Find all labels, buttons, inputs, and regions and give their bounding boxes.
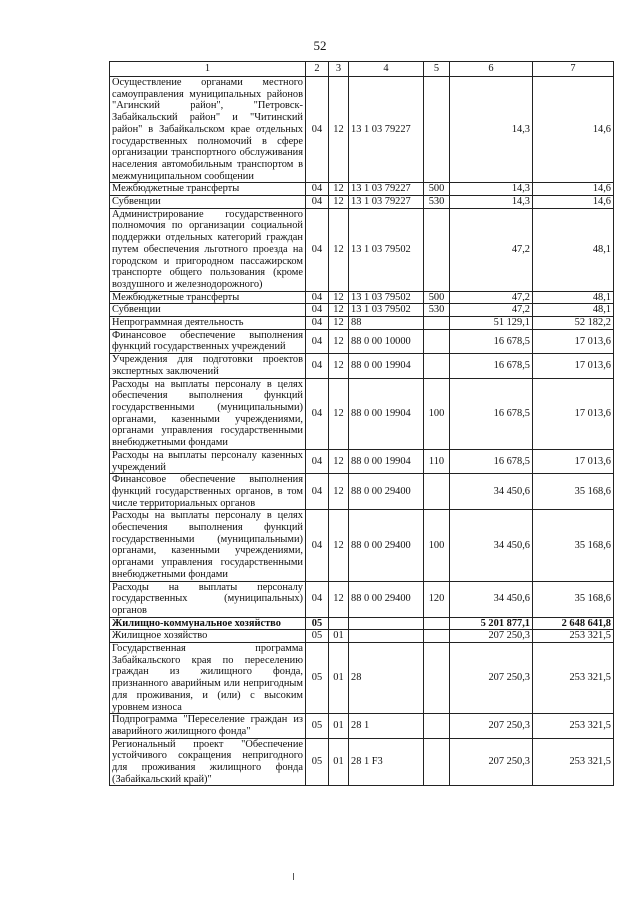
column-header: 7 <box>533 62 614 77</box>
expense-type-cell: 530 <box>424 304 450 317</box>
target-article-cell: 13 1 03 79227 <box>349 183 424 196</box>
row-name-cell: Расходы на выплаты персоналу в целях обеспечения выполнения функций государственными (муниципальными) органами, казенными учреждениями, органами управления государственными внебюджетными фондами <box>110 510 306 581</box>
table-row <box>110 581 614 617</box>
section-code-cell: 04 <box>306 196 329 209</box>
section-code-cell: 04 <box>306 354 329 378</box>
section-code-cell: 04 <box>306 304 329 317</box>
subsection-code-cell: 12 <box>329 304 349 317</box>
amount-year2-cell: 17 013,6 <box>533 329 614 353</box>
target-article-cell: 13 1 03 79227 <box>349 196 424 209</box>
target-article-cell: 28 <box>349 643 424 714</box>
target-article-cell: 88 0 00 10000 <box>349 329 424 353</box>
row-name-cell: Подпрограмма "Переселение граждан из аварийного жилищного фонда" <box>110 714 306 738</box>
amount-year2-cell: 17 013,6 <box>533 354 614 378</box>
table-row <box>110 329 614 353</box>
expense-type-cell: 500 <box>424 183 450 196</box>
amount-year2-cell: 253 321,5 <box>533 714 614 738</box>
subsection-code-cell: 01 <box>329 643 349 714</box>
table-row <box>110 510 614 581</box>
target-article-cell: 28 1 F3 <box>349 738 424 786</box>
amount-year1-cell: 14,3 <box>450 183 533 196</box>
table-row <box>110 196 614 209</box>
subsection-code-cell: 12 <box>329 329 349 353</box>
section-code-cell: 04 <box>306 77 329 183</box>
section-code-cell: 04 <box>306 449 329 473</box>
section-code-cell: 05 <box>306 617 329 630</box>
subsection-code-cell: 01 <box>329 738 349 786</box>
amount-year1-cell: 16 678,5 <box>450 378 533 449</box>
section-code-cell: 04 <box>306 329 329 353</box>
subsection-code-cell: 12 <box>329 317 349 330</box>
section-code-cell: 04 <box>306 510 329 581</box>
target-article-cell: 88 0 00 29400 <box>349 510 424 581</box>
target-article-cell: 13 1 03 79502 <box>349 291 424 304</box>
table-row <box>110 208 614 291</box>
row-name-cell: Межбюджетные трансферты <box>110 183 306 196</box>
amount-year1-cell: 207 250,3 <box>450 738 533 786</box>
expense-type-cell <box>424 643 450 714</box>
page-number: 52 <box>313 38 327 53</box>
section-code-cell: 04 <box>306 291 329 304</box>
amount-year1-cell: 207 250,3 <box>450 643 533 714</box>
table-row <box>110 183 614 196</box>
amount-year2-cell: 48,1 <box>533 304 614 317</box>
subsection-code-cell: 01 <box>329 714 349 738</box>
amount-year1-cell: 34 450,6 <box>450 581 533 617</box>
section-code-cell: 05 <box>306 738 329 786</box>
row-name-cell: Учреждения для подготовки проектов экспертных заключений <box>110 354 306 378</box>
section-code-cell: 04 <box>306 378 329 449</box>
expense-type-cell: 110 <box>424 449 450 473</box>
amount-year1-cell: 47,2 <box>450 291 533 304</box>
column-header: 4 <box>349 62 424 77</box>
row-name-cell: Финансовое обеспечение выполнения функций государственных органов, в том числе территориальных органов <box>110 474 306 510</box>
column-header: 1 <box>110 62 306 77</box>
expense-type-cell <box>424 208 450 291</box>
table-row <box>110 630 614 643</box>
amount-year2-cell: 17 013,6 <box>533 449 614 473</box>
amount-year2-cell: 35 168,6 <box>533 581 614 617</box>
budget-table <box>109 61 614 786</box>
table-row <box>110 291 614 304</box>
target-article-cell <box>349 630 424 643</box>
amount-year2-cell: 17 013,6 <box>533 378 614 449</box>
row-name-cell: Субвенции <box>110 196 306 209</box>
subsection-code-cell: 12 <box>329 449 349 473</box>
amount-year1-cell: 207 250,3 <box>450 714 533 738</box>
subsection-code-cell <box>329 617 349 630</box>
amount-year2-cell: 48,1 <box>533 291 614 304</box>
amount-year1-cell: 34 450,6 <box>450 510 533 581</box>
row-name-cell: Жилищно-коммунальное хозяйство <box>110 617 306 630</box>
expense-type-cell <box>424 77 450 183</box>
section-code-cell: 05 <box>306 630 329 643</box>
amount-year1-cell: 47,2 <box>450 208 533 291</box>
row-name-cell: Расходы на выплаты персоналу казенных учреждений <box>110 449 306 473</box>
row-name-cell: Расходы на выплаты персоналу в целях обеспечения выполнения функций государственными (муниципальными) органами, казенными учреждениями, органами управления государственными внебюджетными фондами <box>110 378 306 449</box>
target-article-cell: 28 1 <box>349 714 424 738</box>
subsection-code-cell: 12 <box>329 183 349 196</box>
expense-type-cell: 100 <box>424 378 450 449</box>
amount-year2-cell: 35 168,6 <box>533 474 614 510</box>
amount-year2-cell: 35 168,6 <box>533 510 614 581</box>
amount-year1-cell: 14,3 <box>450 77 533 183</box>
subsection-code-cell: 12 <box>329 354 349 378</box>
target-article-cell <box>349 617 424 630</box>
expense-type-cell <box>424 474 450 510</box>
table-row <box>110 304 614 317</box>
expense-type-cell <box>424 329 450 353</box>
target-article-cell: 88 0 00 29400 <box>349 581 424 617</box>
column-header: 6 <box>450 62 533 77</box>
amount-year2-cell: 2 648 641,8 <box>533 617 614 630</box>
subsection-code-cell: 12 <box>329 208 349 291</box>
amount-year1-cell: 47,2 <box>450 304 533 317</box>
amount-year2-cell: 52 182,2 <box>533 317 614 330</box>
amount-year1-cell: 5 201 877,1 <box>450 617 533 630</box>
row-name-cell: Межбюджетные трансферты <box>110 291 306 304</box>
table-row <box>110 738 614 786</box>
target-article-cell: 13 1 03 79227 <box>349 77 424 183</box>
amount-year2-cell: 253 321,5 <box>533 738 614 786</box>
section-code-cell: 04 <box>306 317 329 330</box>
target-article-cell: 13 1 03 79502 <box>349 304 424 317</box>
target-article-cell: 13 1 03 79502 <box>349 208 424 291</box>
table-row <box>110 617 614 630</box>
target-article-cell: 88 0 00 29400 <box>349 474 424 510</box>
target-article-cell: 88 0 00 19904 <box>349 378 424 449</box>
expense-type-cell: 500 <box>424 291 450 304</box>
subsection-code-cell: 12 <box>329 77 349 183</box>
amount-year2-cell: 253 321,5 <box>533 643 614 714</box>
subsection-code-cell: 12 <box>329 581 349 617</box>
row-name-cell: Расходы на выплаты персоналу государственных (муниципальных) органов <box>110 581 306 617</box>
table-row <box>110 317 614 330</box>
column-header: 2 <box>306 62 329 77</box>
column-header: 5 <box>424 62 450 77</box>
expense-type-cell <box>424 738 450 786</box>
margin-mark <box>293 873 294 880</box>
amount-year1-cell: 16 678,5 <box>450 329 533 353</box>
row-name-cell: Жилищное хозяйство <box>110 630 306 643</box>
amount-year1-cell: 16 678,5 <box>450 354 533 378</box>
row-name-cell: Региональный проект "Обеспечение устойчивого сокращения непригодного для проживания жилищного фонда (Забайкальский край)" <box>110 738 306 786</box>
row-name-cell: Непрограммная деятельность <box>110 317 306 330</box>
amount-year2-cell: 48,1 <box>533 208 614 291</box>
subsection-code-cell: 12 <box>329 196 349 209</box>
amount-year1-cell: 16 678,5 <box>450 449 533 473</box>
subsection-code-cell: 12 <box>329 510 349 581</box>
target-article-cell: 88 <box>349 317 424 330</box>
table-header-row <box>110 62 614 77</box>
table-row <box>110 714 614 738</box>
target-article-cell: 88 0 00 19904 <box>349 449 424 473</box>
amount-year1-cell: 207 250,3 <box>450 630 533 643</box>
expense-type-cell <box>424 354 450 378</box>
table-row <box>110 643 614 714</box>
table-row <box>110 378 614 449</box>
expense-type-cell: 120 <box>424 581 450 617</box>
amount-year2-cell: 14,6 <box>533 196 614 209</box>
section-code-cell: 04 <box>306 474 329 510</box>
expense-type-cell: 530 <box>424 196 450 209</box>
subsection-code-cell: 12 <box>329 474 349 510</box>
expense-type-cell <box>424 317 450 330</box>
amount-year2-cell: 253 321,5 <box>533 630 614 643</box>
row-name-cell: Государственная программа Забайкальского края по переселению граждан из жилищного фонда, признанного аварийным или непригодным для проживания, и (или) с высоким уровнем износа <box>110 643 306 714</box>
amount-year1-cell: 51 129,1 <box>450 317 533 330</box>
section-code-cell: 04 <box>306 208 329 291</box>
subsection-code-cell: 12 <box>329 291 349 304</box>
row-name-cell: Осуществление органами местного самоуправления муниципальных районов "Агинский район", "Петровск-Забайкальский район" и "Читинский район" в Забайкальском крае отдельных государственных полномочий в сфере организации транспортного обслуживания населения автомобильным транспортом в межмуниципальном сообщении <box>110 77 306 183</box>
subsection-code-cell: 01 <box>329 630 349 643</box>
row-name-cell: Субвенции <box>110 304 306 317</box>
subsection-code-cell: 12 <box>329 378 349 449</box>
table-row <box>110 354 614 378</box>
amount-year2-cell: 14,6 <box>533 183 614 196</box>
target-article-cell: 88 0 00 19904 <box>349 354 424 378</box>
column-header: 3 <box>329 62 349 77</box>
expense-type-cell <box>424 630 450 643</box>
section-code-cell: 04 <box>306 183 329 196</box>
table-row <box>110 474 614 510</box>
row-name-cell: Администрирование государственного полномочия по организации социальной поддержки отдельных категорий граждан путем обеспечения льготного проезда на городском и пригородном пассажирском транспорте общего пользования (кроме воздушного и железнодорожного) <box>110 208 306 291</box>
table-row <box>110 449 614 473</box>
table-row <box>110 77 614 183</box>
section-code-cell: 04 <box>306 581 329 617</box>
section-code-cell: 05 <box>306 714 329 738</box>
amount-year1-cell: 14,3 <box>450 196 533 209</box>
row-name-cell: Финансовое обеспечение выполнения функций государственных учреждений <box>110 329 306 353</box>
section-code-cell: 05 <box>306 643 329 714</box>
expense-type-cell <box>424 617 450 630</box>
amount-year2-cell: 14,6 <box>533 77 614 183</box>
expense-type-cell: 100 <box>424 510 450 581</box>
amount-year1-cell: 34 450,6 <box>450 474 533 510</box>
expense-type-cell <box>424 714 450 738</box>
